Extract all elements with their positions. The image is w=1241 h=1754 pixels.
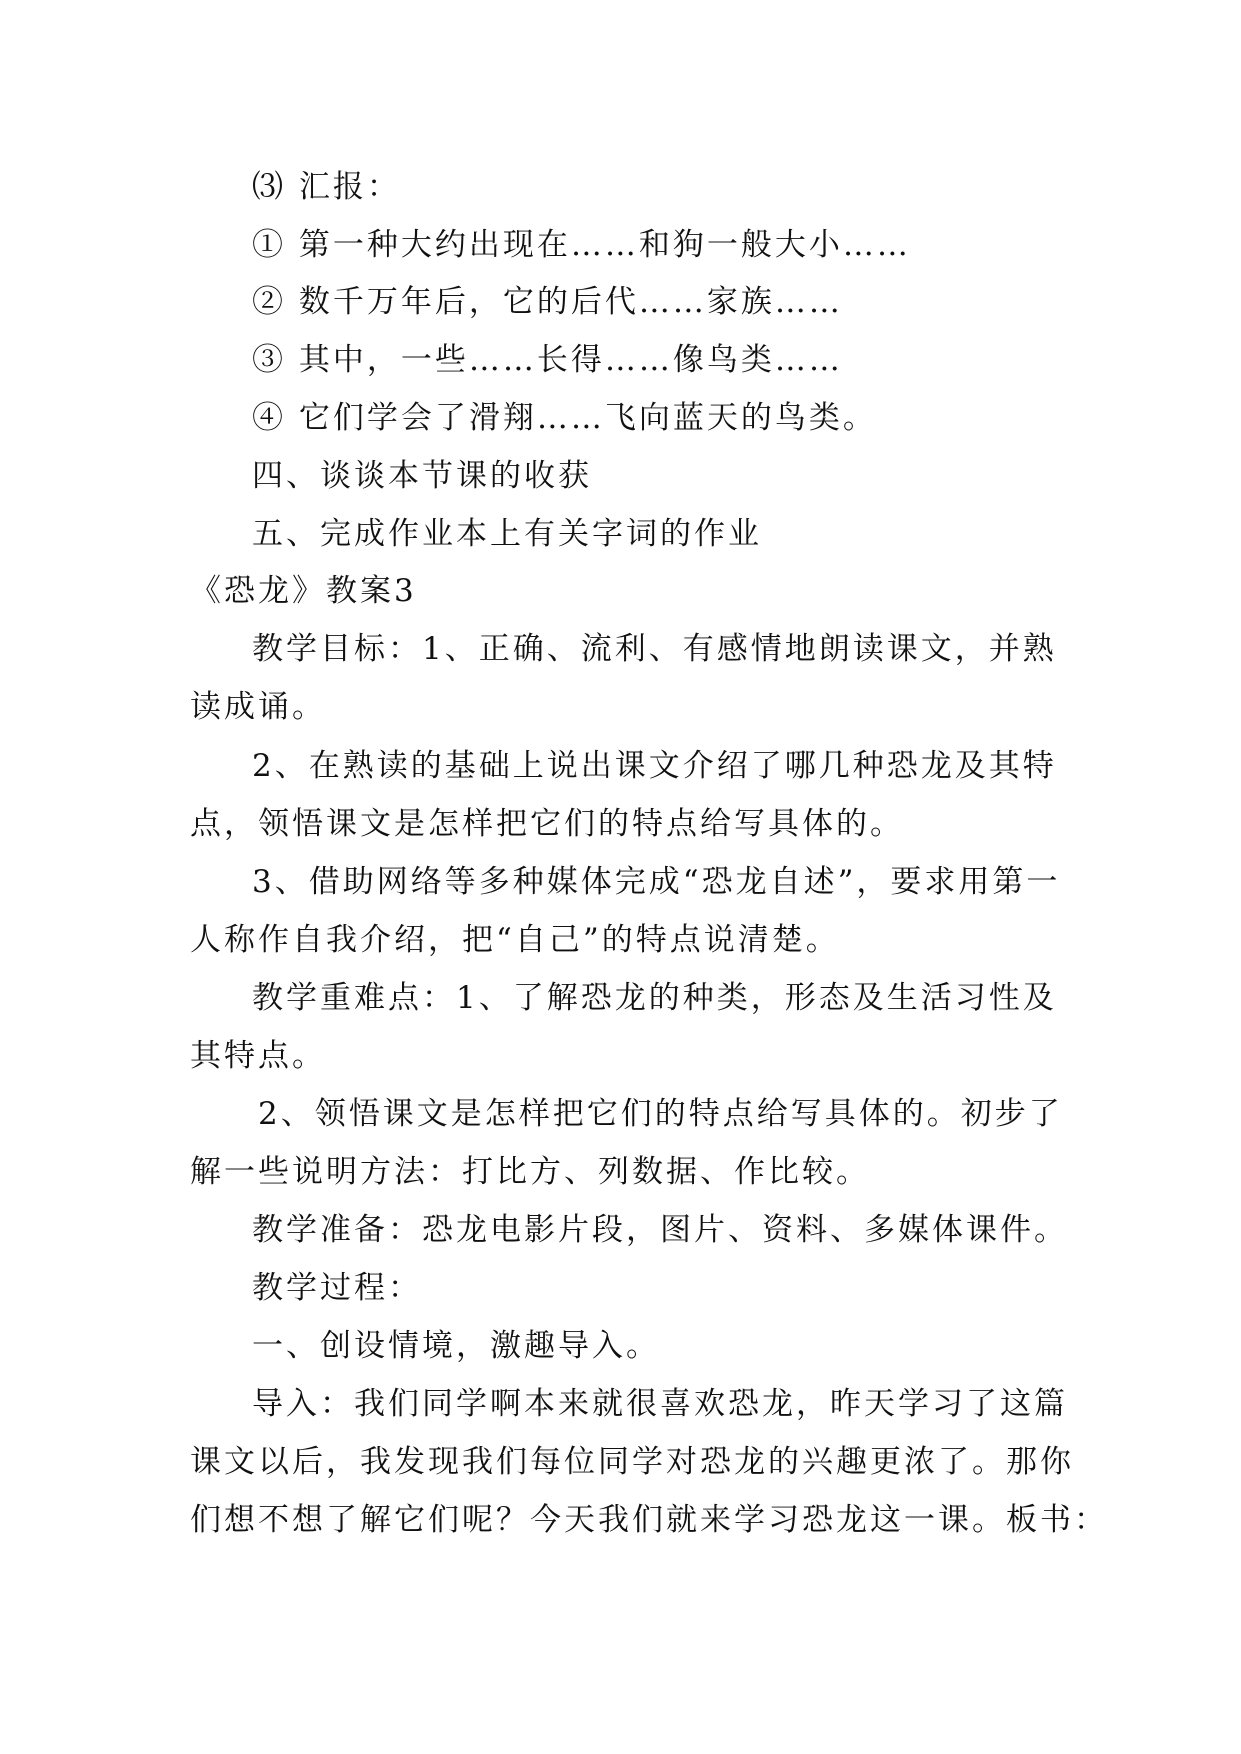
key-points-line-2: 其特点。 <box>190 1038 326 1074</box>
goals-line-2: 读成诵。 <box>190 689 326 725</box>
preparation-line: 教学准备：恐龙电影片段，图片、资料、多媒体课件。 <box>252 1212 1068 1248</box>
report-item-3: ③ 其中，一些……长得……像鸟类…… <box>252 342 843 378</box>
intro-line-2: 课文以后，我发现我们每位同学对恐龙的兴趣更浓了。那你 <box>190 1444 1074 1480</box>
key-points-line-1: 教学重难点：1、了解恐龙的种类，形态及生活习性及 <box>252 980 1057 1016</box>
step-one-heading: 一、创设情境，激趣导入。 <box>252 1328 660 1364</box>
report-item-2: ② 数千万年后，它的后代……家族…… <box>252 284 843 320</box>
key-points-line-4: 解一些说明方法：打比方、列数据、作比较。 <box>190 1154 870 1190</box>
report-item-1: ① 第一种大约出现在……和狗一般大小…… <box>252 227 911 263</box>
process-heading: 教学过程： <box>252 1270 422 1306</box>
lesson-title: 《恐龙》教案3 <box>190 573 417 609</box>
goals-line-4: 点，领悟课文是怎样把它们的特点给写具体的。 <box>190 806 904 842</box>
report-item-4: ④ 它们学会了滑翔……飞向蓝天的鸟类。 <box>252 400 877 436</box>
intro-line-1: 导入：我们同学啊本来就很喜欢恐龙，昨天学习了这篇 <box>252 1386 1068 1422</box>
goals-line-3: 2、在熟读的基础上说出课文介绍了哪几种恐龙及其特 <box>252 748 1057 784</box>
goals-line-5: 3、借助网络等多种媒体完成“恐龙自述”，要求用第一 <box>252 864 1061 900</box>
section-four-heading: 四、谈谈本节课的收获 <box>252 458 592 494</box>
intro-line-3: 们想不想了解它们呢？今天我们就来学习恐龙这一课。板书： <box>190 1502 1108 1538</box>
goals-line-1: 教学目标：1、正确、流利、有感情地朗读课文，并熟 <box>252 631 1057 667</box>
goals-line-6: 人称作自我介绍，把“自己”的特点说清楚。 <box>190 922 840 958</box>
report-heading: ⑶ 汇报： <box>252 169 401 205</box>
key-points-line-3: 2、领悟课文是怎样把它们的特点给写具体的。初步了 <box>258 1096 1063 1132</box>
section-five-heading: 五、完成作业本上有关字词的作业 <box>252 516 762 552</box>
